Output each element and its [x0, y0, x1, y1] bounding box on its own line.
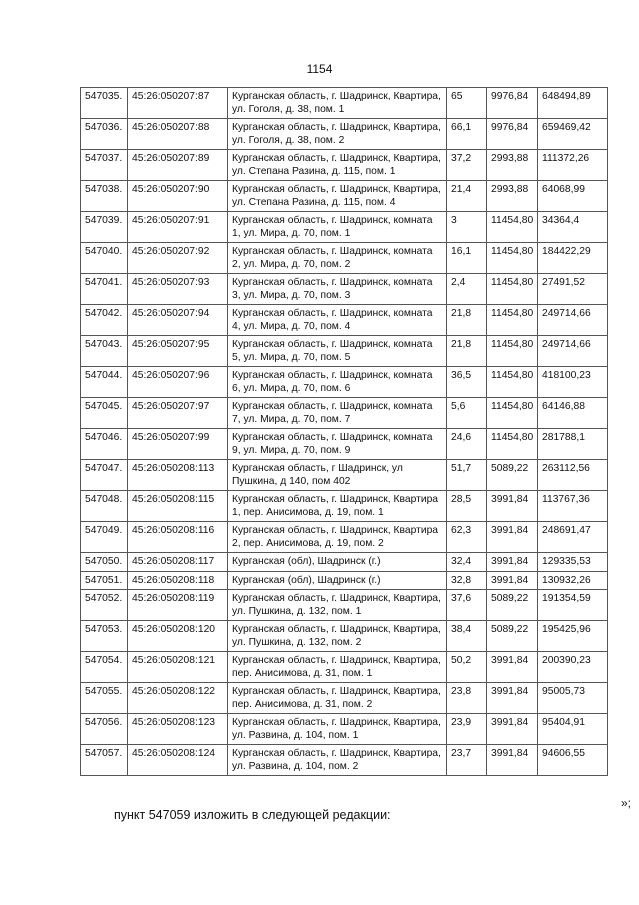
- table-row: [81, 181, 608, 212]
- area-cell: 3: [447, 212, 487, 243]
- unit-value-cell: 3991,84: [487, 683, 538, 714]
- address-cell: Курганская (обл), Шадринск (г.): [228, 553, 447, 572]
- address-cell: Курганская область, г. Шадринск, комната 1, ул. Мира, д. 70, пом. 1: [228, 212, 447, 243]
- cadastral-number-cell: 45:26:050207:96: [128, 367, 228, 398]
- address-cell: Курганская область, г Шадринск, ул Пушкина, д 140, пом 402: [228, 460, 447, 491]
- address-cell: Курганская область, г. Шадринск, Квартира, ул. Степана Разина, д. 115, пом. 1: [228, 150, 447, 181]
- unit-value-cell: 9976,84: [487, 88, 538, 119]
- table-row: [81, 460, 608, 491]
- cadastral-number-cell: 45:26:050207:88: [128, 119, 228, 150]
- area-cell: 28,5: [447, 491, 487, 522]
- cadastral-value-cell: 94606,55: [538, 745, 608, 776]
- row-number-cell: 547054.: [81, 652, 128, 683]
- table-row: [81, 243, 608, 274]
- cadastral-value-cell: 95404,91: [538, 714, 608, 745]
- row-number-cell: 547046.: [81, 429, 128, 460]
- area-cell: 37,2: [447, 150, 487, 181]
- row-number-cell: 547037.: [81, 150, 128, 181]
- address-cell: Курганская область, г. Шадринск, Квартира, ул. Гоголя, д. 38, пом. 1: [228, 88, 447, 119]
- unit-value-cell: 3991,84: [487, 491, 538, 522]
- row-number-cell: 547041.: [81, 274, 128, 305]
- cadastral-value-cell: 191354,59: [538, 590, 608, 621]
- cadastral-number-cell: 45:26:050207:95: [128, 336, 228, 367]
- area-cell: 23,8: [447, 683, 487, 714]
- row-number-cell: 547052.: [81, 590, 128, 621]
- address-cell: Курганская область, г. Шадринск, Квартира, ул. Пушкина, д. 132, пом. 1: [228, 590, 447, 621]
- address-cell: Курганская область, г. Шадринск, Квартира, ул. Развина, д. 104, пом. 1: [228, 714, 447, 745]
- area-cell: 24,6: [447, 429, 487, 460]
- cadastral-value-cell: 27491,52: [538, 274, 608, 305]
- row-number-cell: 547050.: [81, 553, 128, 572]
- unit-value-cell: 3991,84: [487, 571, 538, 590]
- cadastral-number-cell: 45:26:050208:118: [128, 571, 228, 590]
- cadastral-number-cell: 45:26:050207:93: [128, 274, 228, 305]
- address-cell: Курганская область, г. Шадринск, комната 4, ул. Мира, д. 70, пом. 4: [228, 305, 447, 336]
- unit-value-cell: 11454,80: [487, 212, 538, 243]
- row-number-cell: 547057.: [81, 745, 128, 776]
- cadastral-value-cell: 249714,66: [538, 336, 608, 367]
- property-table: [80, 87, 608, 776]
- cadastral-value-cell: 195425,96: [538, 621, 608, 652]
- table-row: [81, 590, 608, 621]
- area-cell: 65: [447, 88, 487, 119]
- unit-value-cell: 11454,80: [487, 398, 538, 429]
- cadastral-number-cell: 45:26:050207:91: [128, 212, 228, 243]
- area-cell: 21,8: [447, 305, 487, 336]
- table-body: [81, 88, 608, 776]
- table-row: [81, 621, 608, 652]
- cadastral-number-cell: 45:26:050207:87: [128, 88, 228, 119]
- cadastral-number-cell: 45:26:050208:124: [128, 745, 228, 776]
- cadastral-number-cell: 45:26:050207:90: [128, 181, 228, 212]
- row-number-cell: 547044.: [81, 367, 128, 398]
- unit-value-cell: 11454,80: [487, 429, 538, 460]
- table-row: [81, 88, 608, 119]
- cadastral-value-cell: 113767,36: [538, 491, 608, 522]
- cadastral-value-cell: 659469,42: [538, 119, 608, 150]
- cadastral-number-cell: 45:26:050207:89: [128, 150, 228, 181]
- unit-value-cell: 3991,84: [487, 522, 538, 553]
- cadastral-value-cell: 64068,99: [538, 181, 608, 212]
- row-number-cell: 547043.: [81, 336, 128, 367]
- area-cell: 16,1: [447, 243, 487, 274]
- address-cell: Курганская область, г. Шадринск, комната 5, ул. Мира, д. 70, пом. 5: [228, 336, 447, 367]
- area-cell: 5,6: [447, 398, 487, 429]
- cadastral-number-cell: 45:26:050207:97: [128, 398, 228, 429]
- area-cell: 37,6: [447, 590, 487, 621]
- cadastral-value-cell: 200390,23: [538, 652, 608, 683]
- table-row: [81, 367, 608, 398]
- row-number-cell: 547045.: [81, 398, 128, 429]
- area-cell: 32,4: [447, 553, 487, 572]
- table-row: [81, 522, 608, 553]
- address-cell: Курганская область, г. Шадринск, Квартира, ул. Гоголя, д. 38, пом. 2: [228, 119, 447, 150]
- row-number-cell: 547049.: [81, 522, 128, 553]
- cadastral-number-cell: 45:26:050207:92: [128, 243, 228, 274]
- cadastral-number-cell: 45:26:050208:113: [128, 460, 228, 491]
- cadastral-value-cell: 111372,26: [538, 150, 608, 181]
- cadastral-value-cell: 34364,4: [538, 212, 608, 243]
- address-cell: Курганская область, г. Шадринск, Квартира, ул. Пушкина, д. 132, пом. 2: [228, 621, 447, 652]
- unit-value-cell: 5089,22: [487, 460, 538, 491]
- table-row: [81, 150, 608, 181]
- cadastral-value-cell: 249714,66: [538, 305, 608, 336]
- row-number-cell: 547036.: [81, 119, 128, 150]
- table-row: [81, 212, 608, 243]
- address-cell: Курганская область, г. Шадринск, Квартира, пер. Анисимова, д. 31, пом. 1: [228, 652, 447, 683]
- row-number-cell: 547035.: [81, 88, 128, 119]
- row-number-cell: 547056.: [81, 714, 128, 745]
- table-row: [81, 398, 608, 429]
- unit-value-cell: 11454,80: [487, 305, 538, 336]
- unit-value-cell: 3991,84: [487, 553, 538, 572]
- row-number-cell: 547039.: [81, 212, 128, 243]
- cadastral-value-cell: 130932,26: [538, 571, 608, 590]
- cadastral-number-cell: 45:26:050208:120: [128, 621, 228, 652]
- area-cell: 36,5: [447, 367, 487, 398]
- table-row: [81, 571, 608, 590]
- table-row: [81, 745, 608, 776]
- area-cell: 38,4: [447, 621, 487, 652]
- unit-value-cell: 3991,84: [487, 745, 538, 776]
- cadastral-value-cell: 648494,89: [538, 88, 608, 119]
- cadastral-value-cell: 281788,1: [538, 429, 608, 460]
- cadastral-number-cell: 45:26:050208:119: [128, 590, 228, 621]
- table-row: [81, 429, 608, 460]
- row-number-cell: 547042.: [81, 305, 128, 336]
- cadastral-number-cell: 45:26:050207:94: [128, 305, 228, 336]
- row-number-cell: 547040.: [81, 243, 128, 274]
- unit-value-cell: 2993,88: [487, 150, 538, 181]
- address-cell: Курганская область, г. Шадринск, комната 9, ул. Мира, д. 70, пом. 9: [228, 429, 447, 460]
- address-cell: Курганская область, г. Шадринск, Квартира, пер. Анисимова, д. 31, пом. 2: [228, 683, 447, 714]
- unit-value-cell: 11454,80: [487, 274, 538, 305]
- address-cell: Курганская область, г. Шадринск, комната 6, ул. Мира, д. 70, пом. 6: [228, 367, 447, 398]
- row-number-cell: 547048.: [81, 491, 128, 522]
- table-row: [81, 652, 608, 683]
- unit-value-cell: 9976,84: [487, 119, 538, 150]
- cadastral-number-cell: 45:26:050208:116: [128, 522, 228, 553]
- area-cell: 21,4: [447, 181, 487, 212]
- address-cell: Курганская область, г. Шадринск, Квартира, ул. Степана Разина, д. 115, пом. 4: [228, 181, 447, 212]
- area-cell: 21,8: [447, 336, 487, 367]
- area-cell: 66,1: [447, 119, 487, 150]
- unit-value-cell: 11454,80: [487, 336, 538, 367]
- table-row: [81, 305, 608, 336]
- closing-quote-mark: »;: [620, 796, 631, 810]
- row-number-cell: 547051.: [81, 571, 128, 590]
- address-cell: Курганская область, г. Шадринск, комната 7, ул. Мира, д. 70, пом. 7: [228, 398, 447, 429]
- address-cell: Курганская область, г. Шадринск, Квартира 1, пер. Анисимова, д. 19, пом. 1: [228, 491, 447, 522]
- table-row: [81, 714, 608, 745]
- cadastral-value-cell: 129335,53: [538, 553, 608, 572]
- table-row: [81, 336, 608, 367]
- cadastral-number-cell: 45:26:050207:99: [128, 429, 228, 460]
- row-number-cell: 547047.: [81, 460, 128, 491]
- unit-value-cell: 3991,84: [487, 714, 538, 745]
- address-cell: Курганская область, г. Шадринск, Квартира 2, пер. Анисимова, д. 19, пом. 2: [228, 522, 447, 553]
- table-row: [81, 274, 608, 305]
- unit-value-cell: 2993,88: [487, 181, 538, 212]
- row-number-cell: 547055.: [81, 683, 128, 714]
- area-cell: 51,7: [447, 460, 487, 491]
- table-row: [81, 491, 608, 522]
- cadastral-value-cell: 95005,73: [538, 683, 608, 714]
- table-row: [81, 553, 608, 572]
- cadastral-number-cell: 45:26:050208:115: [128, 491, 228, 522]
- area-cell: 23,7: [447, 745, 487, 776]
- row-number-cell: 547038.: [81, 181, 128, 212]
- address-cell: Курганская область, г. Шадринск, комната 3, ул. Мира, д. 70, пом. 3: [228, 274, 447, 305]
- address-cell: Курганская область, г. Шадринск, комната 2, ул. Мира, д. 70, пом. 2: [228, 243, 447, 274]
- address-cell: Курганская область, г. Шадринск, Квартира, ул. Развина, д. 104, пом. 2: [228, 745, 447, 776]
- area-cell: 62,3: [447, 522, 487, 553]
- unit-value-cell: 3991,84: [487, 652, 538, 683]
- unit-value-cell: 11454,80: [487, 243, 538, 274]
- cadastral-number-cell: 45:26:050208:122: [128, 683, 228, 714]
- cadastral-number-cell: 45:26:050208:123: [128, 714, 228, 745]
- row-number-cell: 547053.: [81, 621, 128, 652]
- cadastral-value-cell: 248691,47: [538, 522, 608, 553]
- cadastral-value-cell: 418100,23: [538, 367, 608, 398]
- cadastral-number-cell: 45:26:050208:117: [128, 553, 228, 572]
- page-number: 1154: [306, 62, 333, 76]
- area-cell: 2,4: [447, 274, 487, 305]
- cadastral-value-cell: 184422,29: [538, 243, 608, 274]
- cadastral-number-cell: 45:26:050208:121: [128, 652, 228, 683]
- unit-value-cell: 11454,80: [487, 367, 538, 398]
- area-cell: 50,2: [447, 652, 487, 683]
- table-row: [81, 683, 608, 714]
- cadastral-value-cell: 64146,88: [538, 398, 608, 429]
- unit-value-cell: 5089,22: [487, 590, 538, 621]
- cadastral-value-cell: 263112,56: [538, 460, 608, 491]
- table-row: [81, 119, 608, 150]
- address-cell: Курганская (обл), Шадринск (г.): [228, 571, 447, 590]
- unit-value-cell: 5089,22: [487, 621, 538, 652]
- area-cell: 23,9: [447, 714, 487, 745]
- instruction-text: пункт 547059 изложить в следующей редакции:: [114, 808, 391, 822]
- area-cell: 32,8: [447, 571, 487, 590]
